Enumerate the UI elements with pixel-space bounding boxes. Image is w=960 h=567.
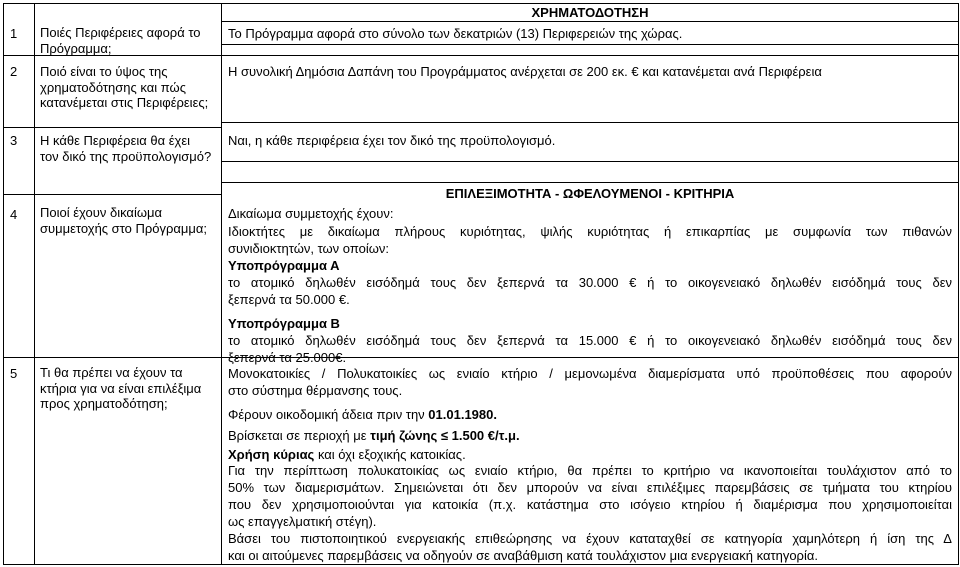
row-divider [3,127,221,128]
criterion-text: Σημειώνεται ότι δεν μπορούν να είναι επιλέξιμες παρεμβάσεις σε τμήματα του κτηρίου [393,480,952,495]
row-number: 2 [10,64,18,79]
number-column-divider [34,3,35,565]
question-text: Ποιές Περιφέρειες αφορά το Πρόγραμμα; [40,25,201,56]
table-border-left [3,3,4,565]
answer-line: το ατομικό δηλωθέν εισόδημά τους δεν ξεπερνά τα 30.000 € ή το οικογενειακό δηλωθέν εισόδημά τους δεν [228,275,952,290]
answer-text: Ναι, η κάθε περιφέρεια έχει τον δικό της προϋπολογισμό. [228,133,556,148]
subprogram-b-title: Υποπρόγραμμα Β [228,316,340,331]
criterion-text: και όχι εξοχικής κατοικίας. [314,447,466,462]
question-text: Τι θα πρέπει να έχουν τα κτήρια για να είναι επιλέξιμα προς χρηματοδότηση; [40,365,202,411]
answer-line: το ατομικό δηλωθέν εισόδημά τους δεν ξεπερνά τα 15.000 € ή το οικογενειακό δηλωθέν εισόδημά τους δεν [228,333,952,348]
answer-intro: Δικαίωμα συμμετοχής έχουν: [228,206,394,221]
criterion-line: που δεν χρησιμοποιούνται για κατοικία (π.χ. κατάστημα στο ισόγειο κτηρίου ή διαμέρισμα που χρησιμοποιείται [228,497,952,512]
criterion-zone-value: τιμή ζώνης ≤ 1.500 €/τ.μ. [370,428,520,443]
row-number: 5 [10,366,18,381]
section-header-financing: ΧΡΗΜΑΤΟΔΟΤΗΣΗ [531,5,649,20]
row-divider [221,182,959,183]
answer-text: Η συνολική Δημόσια Δαπάνη του Προγράμματος ανέρχεται σε 200 εκ. € και κατανέμεται ανά Περιφέρεια [228,64,822,79]
criterion-text: 50% των διαμερισμάτων. [228,480,394,495]
question-column-divider [221,3,222,565]
answer-line: ξεπερνά τα 25.000€. [228,350,347,365]
criterion-line: Βάσει του πιστοποιητικού ενεργειακής επιθεώρησης να έχουν καταταχθεί σε κατηγορία χαμηλότερη ή ίση της Δ [228,531,952,546]
row-divider [3,194,221,195]
answer-line: συνιδιοκτητών, των οποίων: [228,241,389,256]
criterion-line: και οι αιτούμενες παρεμβάσεις να οδηγούν σε αναβάθμιση κατά τουλάχιστον μια ενεργειακή κατηγορία. [228,548,818,563]
row-divider [3,357,959,358]
criterion-line-2 [228,480,952,496]
row-divider [221,21,959,22]
row-number: 4 [10,207,18,222]
criterion-line: Μονοκατοικίες / Πολυκατοικίες ως ενιαίο κτήριο / μεμονωμένα διαμερίσματα υπό προϋποθέσεις που αφορούν [228,366,952,381]
row-divider [221,55,959,56]
subprogram-a-title: Υποπρόγραμμα Α [228,258,340,273]
criterion-text: Βρίσκεται σε περιοχή με [228,428,371,443]
criterion-building-permit [228,407,497,423]
criterion-text: Φέρουν οικοδομική άδεια πριν την [228,407,429,422]
question-text: Ποιοί έχουν δικαίωμα συμμετοχής στο Πρόγραμμα; [40,205,208,236]
criterion-main-residence [228,447,466,463]
criterion-line: στο σύστημα θέρμανσης τους. [228,383,403,398]
criterion-line: ως επαγγελματική στέγη). [228,514,377,529]
answer-line: Ιδιοκτήτες με δικαίωμα πλήρους κυριότητας, ψιλής κυριότητας ή επικαρπίας με συμφωνία των πιθανών [228,224,952,239]
row-number: 1 [10,26,18,41]
row-divider [221,161,959,162]
criterion-zone-price [228,428,520,444]
question-text: Ποιό είναι το ύψος της χρηματοδότησης και πώς κατανέμεται στις Περιφέρειες; [40,64,209,110]
table-border-top [3,3,959,4]
criterion-date: 01.01.1980. [428,407,497,422]
criterion-main-use: Χρήση κύριας [228,447,315,462]
answer-line: ξεπερνά τα 50.000 €. [228,292,350,307]
table-border-right [958,3,959,565]
question-text: Η κάθε Περιφέρεια θα έχει τον δικό της προϋπολογισμό? [40,133,212,164]
answer-text: Το Πρόγραμμα αφορά στο σύνολο των δεκατριών (13) Περιφερειών της χώρας. [228,26,683,41]
criterion-line: Για την περίπτωση πολυκατοικίας ως ενιαίο κτήριο, θα πρέπει το κριτήριο να ικανοποιείται τουλάχιστον από το [228,463,952,478]
table-border-bottom [3,564,959,565]
row-number: 3 [10,133,18,148]
row-divider [221,122,959,123]
row-divider [221,44,959,45]
section-header-eligibility: ΕΠΙΛΕΞΙΜΟΤΗΤΑ - ΩΦΕΛΟΥΜΕΝΟΙ - ΚΡΙΤΗΡΙΑ [445,186,735,201]
